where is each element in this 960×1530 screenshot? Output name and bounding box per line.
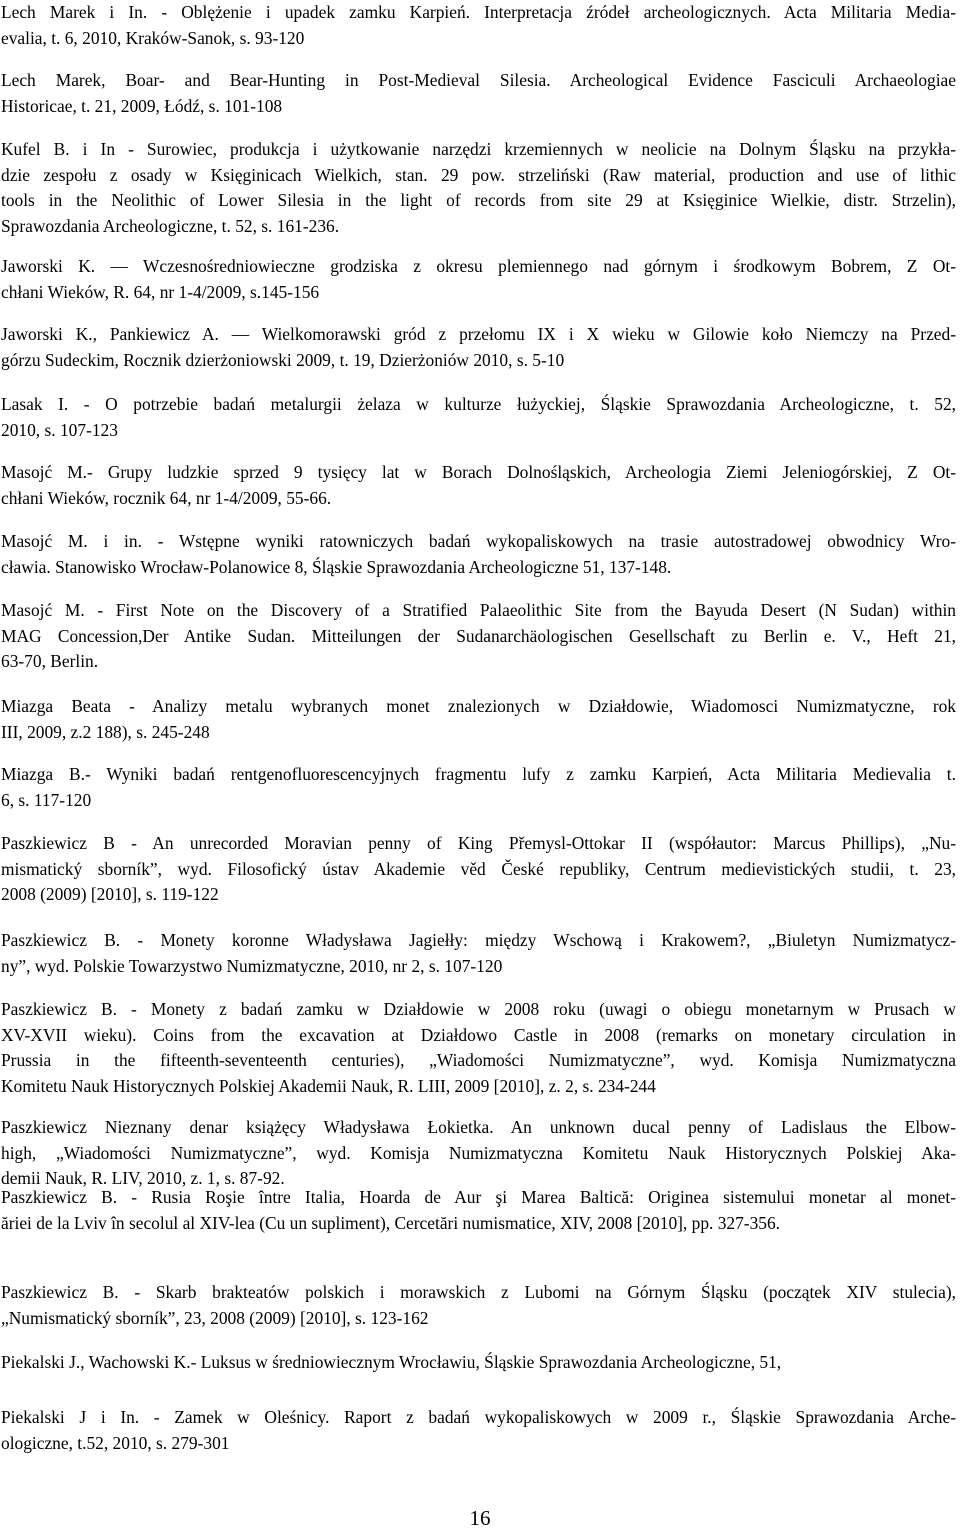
reference-line: ny”, wyd. Polskie Towarzystwo Numizmatyczne, 2010, nr 2, s. 107-120	[1, 955, 503, 976]
reference-line: Masojć M. - First Note on the Discovery of a Stratified Palaeolithic Site from the Bayuda Desert (N Sudan) within	[1, 600, 956, 620]
page-number: 16	[469, 1506, 491, 1530]
reference-line: Masojć M. i in. - Wstępne wyniki ratowniczych badań wykopaliskowych na trasie autostradowej obwodnicy Wro-	[1, 531, 956, 551]
reference-line: chłani Wieków, rocznik 64, nr 1-4/2009, 55-66.	[1, 487, 332, 508]
reference-entry-masojc-3	[1, 598, 956, 675]
reference-line: dzie zespołu z osady w Księginicach Wielkich, stan. 29 pow. strzeliński (Raw material, production and use of lithic	[1, 164, 956, 185]
reference-entry-miazga-1	[1, 694, 956, 745]
reference-line: Lech Marek, Boar- and Bear-Hunting in Post-Medieval Silesia. Archeological Evidence Fasciculi Archaeologiae	[1, 70, 956, 90]
reference-line: Piekalski J., Wachowski K.- Luksus w średniowiecznym Wrocławiu, Śląskie Sprawozdania Archeologiczne, 51,	[1, 1352, 782, 1372]
reference-entry-lech-2	[1, 68, 956, 119]
reference-entry-paszkiewicz-6	[1, 1280, 956, 1331]
reference-line: Jaworski K., Pankiewicz A. — Wielkomorawski gród z przełomu IX i X wieku w Gilowie koło Niemczy na Przed-	[1, 324, 956, 344]
reference-line: Masojć M.- Grupy ludzkie sprzed 9 tysięcy lat w Borach Dolnośląskich, Archeologia Ziemi Jeleniogórskiej, Z Ot-	[1, 462, 956, 482]
reference-line: Kufel B. i In - Surowiec, produkcja i użytkowanie narzędzi krzemiennych w neolicie na Dolnym Śląsku na przykła-	[1, 139, 956, 159]
reference-entry-paszkiewicz-3	[1, 997, 956, 1099]
reference-line: 2008 (2009) [2010], s. 119-122	[1, 884, 219, 904]
reference-entry-masojc-2	[1, 529, 956, 580]
reference-line: Paszkiewicz B. - Rusia Roşie între Italia, Hoarda de Aur şi Marea Baltică: Originea sistemului monetar al monet-	[1, 1187, 956, 1207]
reference-line: Paszkiewicz Nieznany denar książęcy Władysława Łokietka. An unknown ducal penny of Ladislaus the Elbow-	[1, 1117, 956, 1137]
reference-entry-paszkiewicz-2	[1, 928, 956, 979]
reference-line: 2010, s. 107-123	[1, 419, 118, 440]
reference-line: tools in the Neolithic of Lower Silesia in the light of records from site 29 at Księginice Wielkie, distr. Strzelin),	[1, 190, 956, 210]
reference-line: Piekalski J i In. - Zamek w Oleśnicy. Raport z badań wykopaliskowych w 2009 r., Śląskie Sprawozdania Arche-	[1, 1407, 956, 1427]
reference-line: demii Nauk, R. LIV, 2010, z. 1, s. 87-92.	[1, 1168, 285, 1188]
reference-line: 63-70, Berlin.	[1, 651, 99, 671]
reference-entry-piekalski-2	[1, 1405, 956, 1456]
reference-line: Komitetu Nauk Historycznych Polskiej Akademii Nauk, R. LIII, 2009 [2010], z. 2, s. 234-244	[1, 1075, 656, 1096]
reference-line: Lasak I. - O potrzebie badań metalurgii żelaza w kulturze łużyckiej, Śląskie Sprawozdania Archeologiczne, t. 52,	[1, 394, 956, 414]
reference-entry-lech-1	[1, 0, 956, 51]
reference-line: Jaworski K. — Wczesnośredniowieczne grodziska z okresu plemiennego nad górnym i środkowym Bobrem, Z Ot-	[1, 256, 956, 276]
reference-line: Paszkiewicz B - An unrecorded Moravian penny of King Přemysl-Ottokar II (współautor: Marcus Phillips), „Nu-	[1, 833, 956, 853]
reference-line: Paszkiewicz B. - Monety z badań zamku w Działdowie w 2008 roku (uwagi o obiegu monetarnym w Prusach w	[1, 999, 956, 1019]
reference-line: XV-XVII wieku). Coins from the excavation at Działdowo Castle in 2008 (remarks on monetary circulation in	[1, 1024, 956, 1045]
reference-line: ăriei de la Lviv în secolul al XIV-lea (Cu un supliment), Cercetări numismatice, XIV, 2008 [2010], pp. 327-356.	[1, 1212, 781, 1233]
reference-line: cławia. Stanowisko Wrocław-Polanowice 8, Śląskie Sprawozdania Archeologiczne 51, 137-148.	[1, 556, 672, 577]
reference-line: górzu Sudeckim, Rocznik dzierżoniowski 2009, t. 19, Dzierżoniów 2010, s. 5-10	[1, 349, 565, 370]
reference-entry-lasak	[1, 392, 956, 443]
reference-line: Prussia in the fifteenth-seventeenth centuries), „Wiadomości Numizmatyczne”, wyd. Komisja Numizmatyczna	[1, 1050, 956, 1070]
reference-line: Miazga Beata - Analizy metalu wybranych monet znalezionych w Działdowie, Wiadomosci Numizmatyczne, rok	[1, 696, 956, 716]
reference-line: mismatický sborník”, wyd. Filosofický ústav Akademie věd České republiky, Centrum medievistických studii, t. 23,	[1, 858, 956, 879]
reference-entry-jaworski-1	[1, 254, 956, 305]
reference-line: evalia, t. 6, 2010, Kraków-Sanok, s. 93-120	[1, 27, 305, 48]
reference-line: Miazga B.- Wyniki badań rentgenofluorescencyjnych fragmentu lufy z zamku Karpień, Acta Militaria Medievalia t.	[1, 764, 956, 784]
reference-line: Sprawozdania Archeologiczne, t. 52, s. 161-236.	[1, 215, 340, 236]
reference-line: high, „Wiadomości Numizmatyczne”, wyd. Komisja Numizmatyczna Komitetu Nauk Historycznych Polskiej Aka-	[1, 1142, 956, 1163]
reference-line: 6, s. 117-120	[1, 789, 92, 810]
reference-line: „Numismatický sborník”, 23, 2008 (2009) [2010], s. 123-162	[1, 1307, 429, 1328]
reference-entry-miazga-2	[1, 762, 956, 813]
reference-line: Paszkiewicz B. - Skarb brakteatów polskich i morawskich z Lubomi na Górnym Śląsku (początek XIV stulecia),	[1, 1282, 956, 1302]
reference-line: Historicae, t. 21, 2009, Łódź, s. 101-108	[1, 95, 283, 116]
reference-entry-paszkiewicz-5	[1, 1185, 956, 1236]
reference-entry-paszkiewicz-4	[1, 1115, 956, 1192]
reference-entry-kufel	[1, 137, 956, 239]
reference-entry-paszkiewicz-1	[1, 831, 956, 908]
reference-line: Paszkiewicz B. - Monety koronne Władysława Jagiełły: między Wschową i Krakowem?, „Biuletyn Numizmatycz-	[1, 930, 956, 950]
reference-line: III, 2009, z.2 188), s. 245-248	[1, 721, 210, 742]
reference-line: ologiczne, t.52, 2010, s. 279-301	[1, 1432, 230, 1453]
reference-entry-masojc-1	[1, 460, 956, 511]
reference-entry-jaworski-2	[1, 322, 956, 373]
reference-line: chłani Wieków, R. 64, nr 1-4/2009, s.145-156	[1, 281, 320, 302]
reference-line: Lech Marek i In. - Oblężenie i upadek zamku Karpień. Interpretacja źródeł archeologicznych. Acta Militaria Media-	[1, 2, 956, 22]
reference-entry-piekalski-1	[1, 1350, 956, 1376]
reference-line: MAG Concession,Der Antike Sudan. Mitteilungen der Sudanarchäologischen Gesellschaft zu Berlin e. V., Heft 21,	[1, 625, 956, 646]
